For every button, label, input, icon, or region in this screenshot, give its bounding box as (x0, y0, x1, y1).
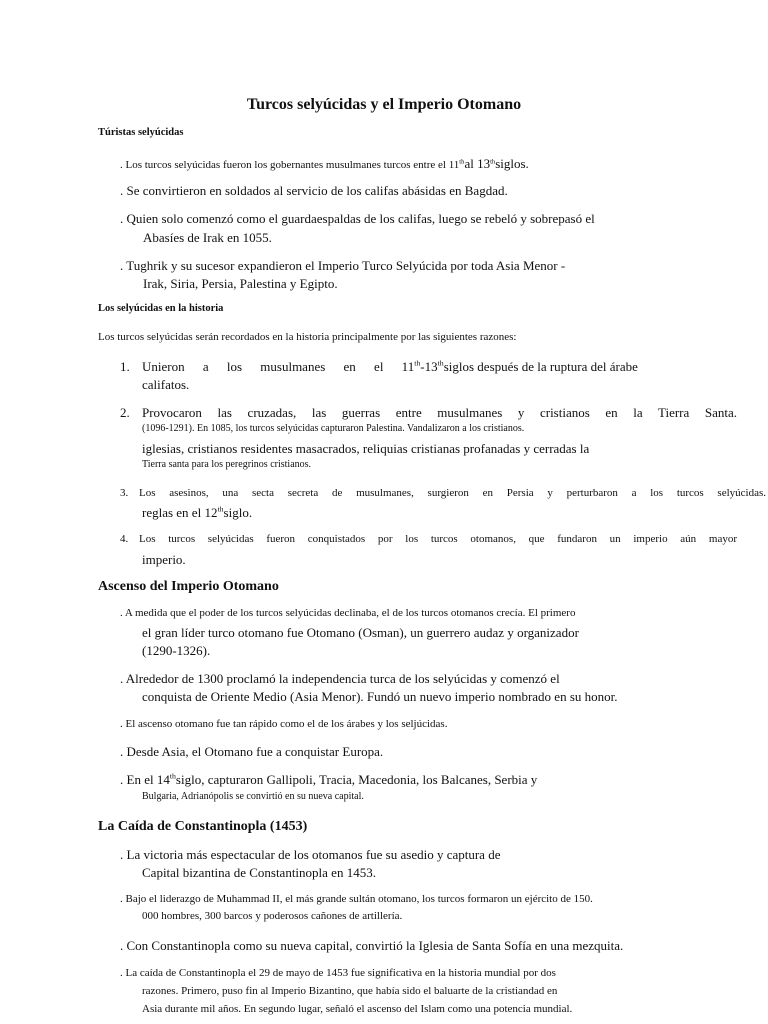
numbered-2-line1: Provocaron las cruzadas, las guerras entre musulmanes y cristianos en la Tierra Santa. (142, 405, 737, 420)
bullet-3-3: . El ascenso otomano fue tan rápido como el de los árabes y los seljúcidas. (120, 718, 448, 730)
bullet-4-4-line3: Asia durante mil años. En segundo lugar, señaló el ascenso del Islam como una potencia mundial. (142, 1003, 573, 1015)
numbered-1-line2: califatos. (142, 377, 190, 392)
numbered-2-line3: iglesias, cristianos residentes masacrados, reliquias cristianas profanadas y cerradas la (142, 441, 590, 456)
numbered-4-line2: imperio. (142, 552, 186, 567)
numbered-2-line2: (1096-1291). En 1085, los turcos selyúcidas capturaron Palestina. Vandalizaron a los cristianos. (142, 423, 525, 434)
bullet-1-2: . Se convirtieron en soldados al servicio de los califas abásidas en Bagdad. (120, 183, 508, 198)
bullet-3-1-line1: . A medida que el poder de los turcos selyúcidas declinaba, el de los turcos otomanos crecía. El primero (120, 607, 576, 619)
page-title: Turcos selyúcidas y el Imperio Otomano (246, 96, 522, 113)
bullet-3-5-line1: . En el 14thsiglo, capturaron Gallipoli, Tracia, Macedonia, los Balcanes, Serbia y (120, 771, 538, 787)
section-intro: Los turcos selyúcidas serán recordados en la historia principalmente por las siguientes razones: (98, 331, 517, 343)
numbered-4-line1: Los turcos selyúcidas fueron conquistados por los turcos otomanos, que fundaron un imperio aún mayor (139, 533, 737, 545)
bullet-1-3-line1: . Quien solo comenzó como el guardaespaldas de los califas, luego se rebeló y sobrepasó el (120, 211, 595, 226)
section-heading-ascenso: Ascenso del Imperio Otomano (98, 579, 279, 594)
section-heading-turistas: Túristas selyúcidas (98, 127, 184, 138)
numbered-3-line2: reglas en el 12thsiglo. (142, 504, 253, 520)
bullet-4-4-line1: . La caída de Constantinopla el 29 de mayo de 1453 fue significativa en la historia mundial por dos (120, 967, 556, 979)
bullet-4-4-line2: razones. Primero, puso fin al Imperio Bizantino, que había sido el baluarte de la cristiandad en (142, 985, 558, 997)
numbered-1-line1: Unieron a los musulmanes en el 11th-13thsiglos después de la ruptura del árabe (142, 358, 638, 374)
bullet-4-2-line2: 000 hombres, 300 barcos y poderosos cañones de artillería. (142, 910, 403, 922)
bullet-1-4-line2: Irak, Siria, Persia, Palestina y Egipto. (143, 276, 338, 291)
bullet-3-5-line2: Bulgaria, Adrianópolis se convirtió en su nueva capital. (142, 791, 364, 802)
bullet-3-4: . Desde Asia, el Otomano fue a conquistar Europa. (120, 744, 384, 759)
bullet-4-2-line1: . Bajo el liderazgo de Muhammad II, el más grande sultán otomano, los turcos formaron un ejército de 150. (120, 893, 593, 905)
bullet-4-3: . Con Constantinopla como su nueva capital, convirtió la Iglesia de Santa Sofía en una mezquita. (120, 938, 624, 953)
bullet-1-1: . Los turcos selyúcidas fueron los gobernantes musulmanes turcos entre el 11thal 13thsiglos. (120, 156, 529, 171)
bullet-3-1-line3: (1290-1326). (142, 643, 211, 658)
numbered-1-num: 1. (120, 359, 130, 374)
section-heading-historia: Los selyúcidas en la historia (98, 303, 224, 314)
numbered-3-num: 3. (120, 487, 129, 499)
section-heading-caida: La Caída de Constantinopla (1453) (98, 819, 308, 834)
bullet-1-4-line1: . Tughrik y su sucesor expandieron el Imperio Turco Selyúcida por toda Asia Menor - (120, 258, 566, 273)
bullet-3-2-line2: conquista de Oriente Medio (Asia Menor). Fundó un nuevo imperio nombrado en su honor. (142, 689, 618, 704)
numbered-4-num: 4. (120, 533, 129, 545)
bullet-4-1-line2: Capital bizantina de Constantinopla en 1453. (142, 865, 376, 880)
numbered-2-num: 2. (120, 405, 130, 420)
bullet-3-2-line1: . Alrededor de 1300 proclamó la independencia turca de los selyúcidas y comenzó el (120, 671, 560, 686)
bullet-4-1-line1: . La victoria más espectacular de los otomanos fue su asedio y captura de (120, 847, 501, 862)
bullet-3-1-line2: el gran líder turco otomano fue Otomano (Osman), un guerrero audaz y organizador (142, 625, 579, 640)
numbered-2-line4: Tierra santa para los peregrinos cristianos. (142, 459, 312, 470)
bullet-1-3-line2: Abasíes de Irak en 1055. (143, 230, 272, 245)
numbered-3-line1: Los asesinos, una secta secreta de musulmanes, surgieron en Persia y perturbaron a los turcos selyúcidas. (139, 487, 766, 499)
